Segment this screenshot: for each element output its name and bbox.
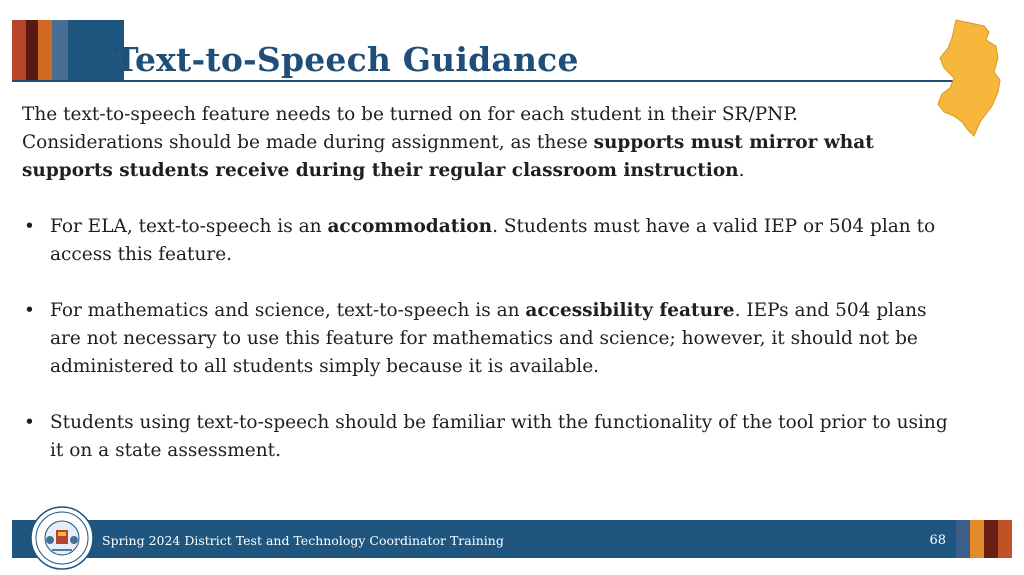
title-underline [12,80,970,82]
stripe [26,20,38,80]
bullet-item-familiarity [22,409,952,465]
stripe [970,520,984,558]
bullet-text: For mathematics and science, text-to-speech is an [50,300,526,321]
intro-paragraph [22,101,952,185]
footer-bar [12,520,956,558]
bullet-list [22,213,952,465]
intro-line-1: The text-to-speech feature needs to be turned on for each student in their SR/PNP. [22,104,798,125]
slide-body [22,101,952,465]
intro-line-2-end: . [738,160,745,181]
bullet-text: For ELA, text-to-speech is an [50,216,328,237]
stripe [956,520,970,558]
nj-department-of-education-seal [30,506,94,570]
bullet-item-math-science [22,297,952,381]
intro-emphasis: supports must mirror what supports students receive during their regular classroom instruction [22,132,874,181]
bullet-emphasis: accessibility feature [525,300,735,321]
stripe [998,520,1012,558]
footer-accent-stripes [956,520,1012,558]
stripe [984,520,998,558]
bullet-text: . IEPs and 504 plans are not necessary to use this feature for mathematics and science; however, it should not be administered to all students simply because it is available. [50,300,927,377]
footer-title: Spring 2024 District Test and Technology Coordinator Training [102,533,504,548]
bullet-item-ela [22,213,952,269]
intro-line-2: Considerations should be made during assignment, as these [22,132,594,153]
stripe [38,20,52,80]
bullet-emphasis: accommodation [327,216,493,237]
header-accent-stripes [12,20,124,80]
bullet-text: . Students must have a valid IEP or 504 plan to access this feature. [50,216,936,265]
stripe [52,20,68,80]
slide-title: Text-to-Speech Guidance [114,40,579,79]
stripe [12,20,26,80]
bullet-text: Students using text-to-speech should be familiar with the functionality of the tool prior to using it on a state assessment. [50,412,948,461]
page-number: 68 [929,533,946,548]
